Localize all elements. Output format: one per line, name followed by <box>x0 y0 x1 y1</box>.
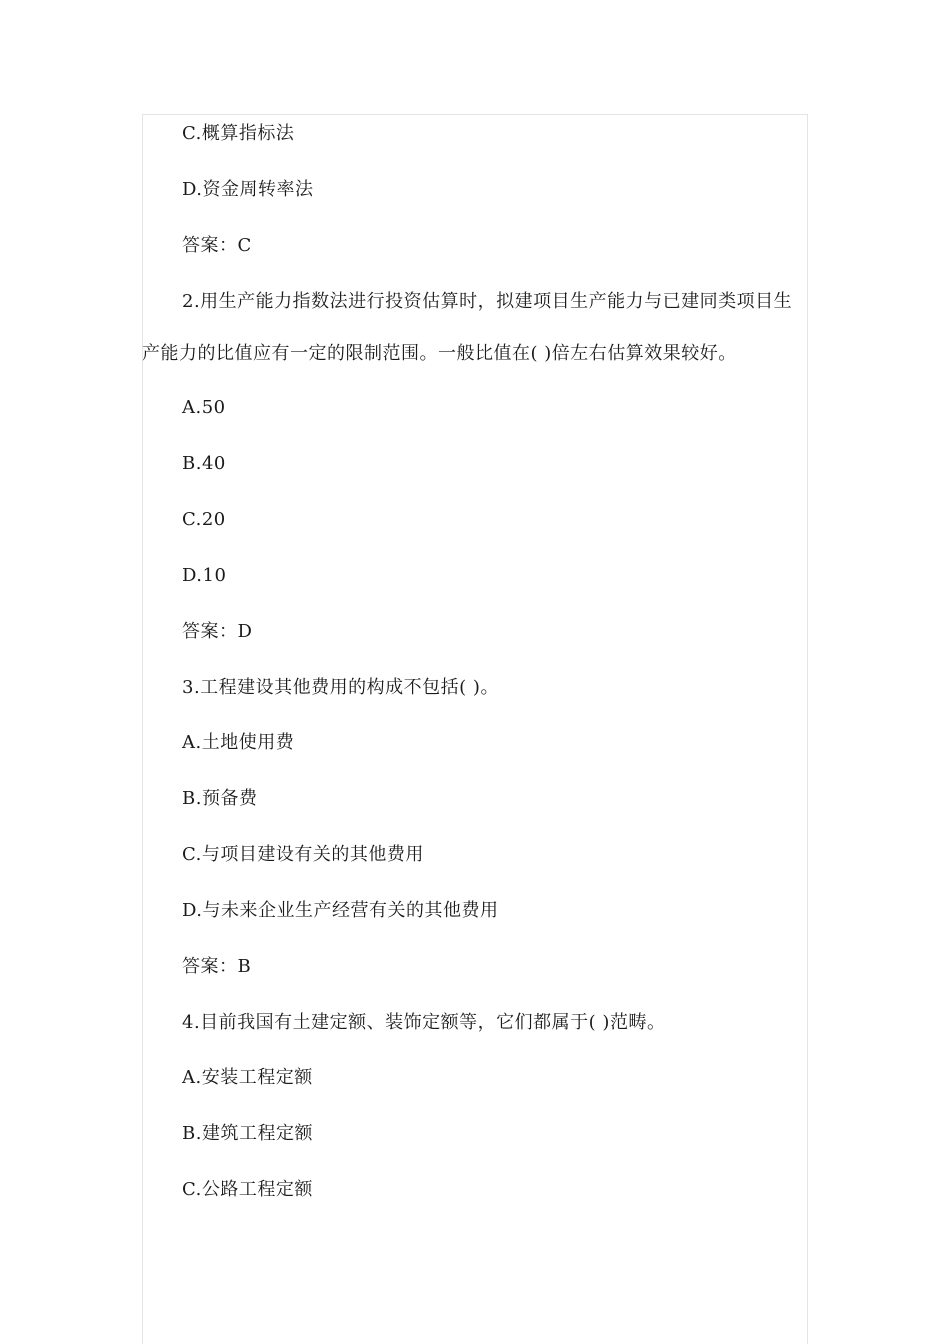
question-3: 3.工程建设其他费用的构成不包括( )。 <box>182 677 499 698</box>
option-b-q2: B.40 <box>182 453 226 474</box>
question-4: 4.目前我国有土建定额、装饰定额等，它们都属于( )范畴。 <box>182 1012 666 1033</box>
option-c-q4: C.公路工程定额 <box>182 1179 313 1200</box>
answer-q2: 答案：D <box>182 621 253 642</box>
option-b-q3: B.预备费 <box>182 788 258 809</box>
answer-q3: 答案：B <box>182 956 252 977</box>
option-b-q4: B.建筑工程定额 <box>182 1123 313 1144</box>
option-d-q3: D.与未来企业生产经营有关的其他费用 <box>182 900 499 921</box>
answer-q1: 答案：C <box>182 235 252 256</box>
option-a-q4: A.安装工程定额 <box>182 1067 313 1088</box>
question-2-line-1: 2.用生产能力指数法进行投资估算时，拟建项目生产能力与已建同类项目生 <box>182 291 793 312</box>
option-a-q3: A.土地使用费 <box>182 732 295 753</box>
option-c-q3: C.与项目建设有关的其他费用 <box>182 844 424 865</box>
option-c-q1: C.概算指标法 <box>182 123 295 144</box>
option-a-q2: A.50 <box>182 397 226 418</box>
option-c-q2: C.20 <box>182 509 226 530</box>
question-2-line-2: 产能力的比值应有一定的限制范围。一般比值在( )倍左右估算效果较好。 <box>142 343 737 364</box>
option-d-q2: D.10 <box>182 565 227 586</box>
option-d-q1: D.资金周转率法 <box>182 179 314 200</box>
